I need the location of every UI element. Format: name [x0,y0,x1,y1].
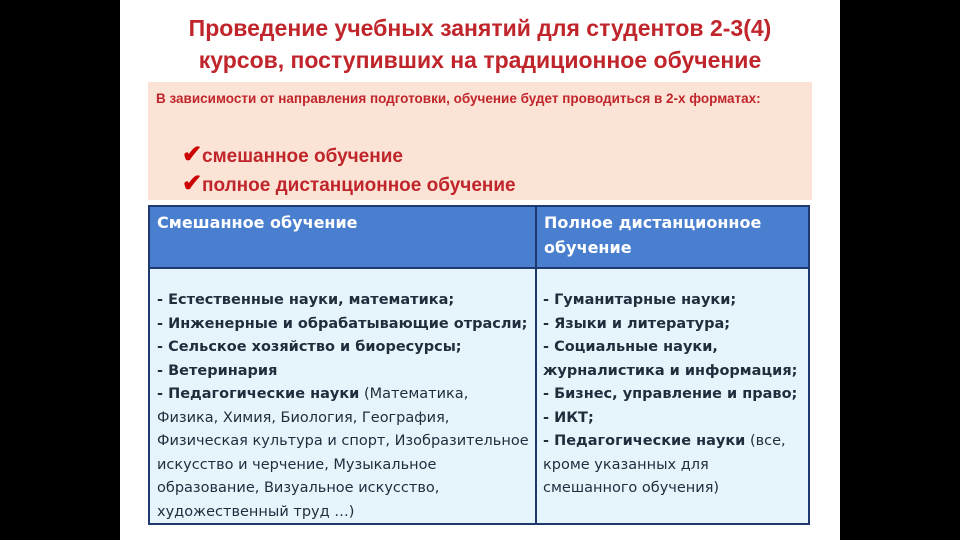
list-item: - Инженерные и обрабатывающие отрасли; [157,315,528,332]
list-item: - Бизнес, управление и право; [543,386,798,402]
title-line-2: курсов, поступивших на традиционное обучение [198,47,762,73]
format-item-mixed [182,140,403,169]
pedagogy-detail: (все, кроме указанных для смешанного обучения) [543,433,786,496]
column-divider [535,207,537,523]
format-item-distance [182,169,516,198]
list-item: - Языки и литература; [543,315,731,332]
header-divider [150,267,808,269]
pedagogy-detail: (Математика, Физика, Химия, Биология, География, Физическая культура и спорт, Изобразительное искусство и черчение, Музыкальное образование, Визуальное искусство, художественный труд …) [157,386,529,520]
info-box [148,82,812,200]
list-item-pedagogy [543,430,805,501]
formats-table [148,205,810,525]
format-label: полное дистанционное обучение [202,175,516,196]
list-item: - Гуманитарные науки; [543,292,737,308]
checkmark-icon: ✔ [182,170,203,197]
mixed-disciplines [157,289,529,524]
distance-disciplines [543,289,805,501]
list-item: - Сельское хозяйство и биоресурсы; [157,339,462,355]
list-item: - Ветеринария [157,362,278,379]
list-item-pedagogy [157,383,529,524]
format-label: смешанное обучение [202,146,403,167]
list-item: - Естественные науки, математика; [157,292,455,308]
list-item: - Социальные науки, журналистика и информация; [543,339,798,379]
list-item: - ИКТ; [543,409,594,426]
header-distance: Полное дистанционное обучение [537,207,808,267]
checkmark-icon: ✔ [182,141,203,168]
pedagogy-label: - Педагогические науки [157,386,360,402]
slide-title [120,12,840,76]
header-mixed: Смешанное обучение [150,207,535,267]
slide [120,0,840,540]
title-line-1: Проведение учебных занятий для студентов 2-3(4) [188,15,772,41]
pedagogy-label: - Педагогические науки [543,433,746,449]
intro-text: В зависимости от направления подготовки, обучение будет проводиться в 2-х форматах: [156,91,761,106]
